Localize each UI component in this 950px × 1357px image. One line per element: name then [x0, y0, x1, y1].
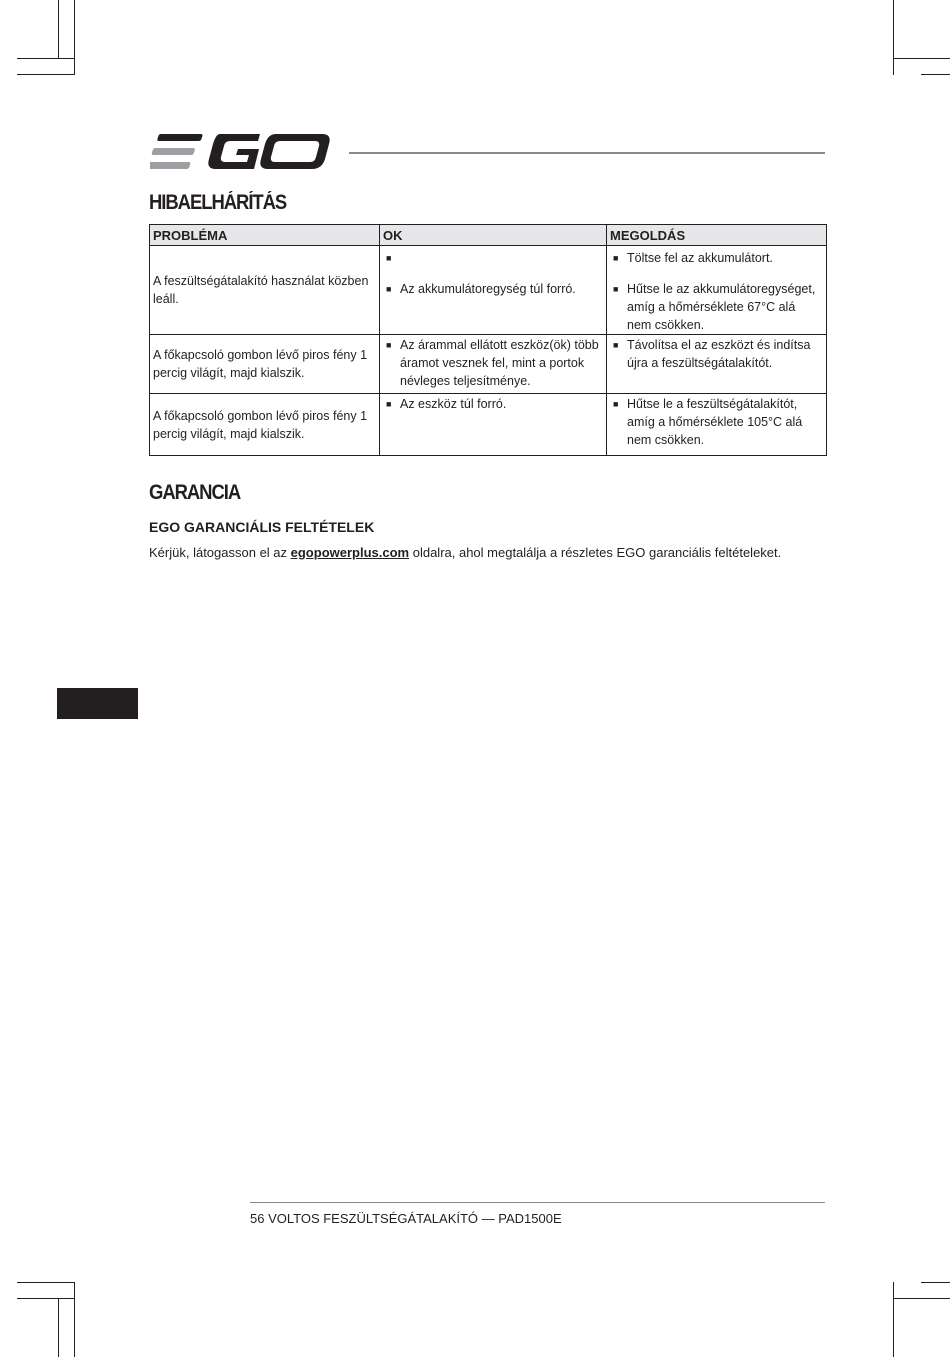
crop-mark-br-v — [893, 1282, 894, 1357]
cause-cell — [380, 335, 607, 394]
cause-item — [383, 249, 603, 267]
table-row — [150, 246, 827, 335]
warranty-heading: GARANCIA — [149, 481, 241, 504]
crop-mark-br-h2 — [921, 1282, 950, 1283]
crop-mark-tl-h — [17, 58, 75, 59]
solution-cell — [607, 335, 827, 394]
header-rule — [349, 152, 825, 154]
warranty-text-after: oldalra, ahol megtalálja a részletes EGO garanciális feltételeket. — [409, 545, 782, 560]
ego-logo — [150, 131, 332, 172]
problem-cell: A főkapcsoló gombon lévő piros fény 1 percig világít, majd kialszik. — [150, 335, 380, 394]
solution-cell — [607, 394, 827, 456]
problem-cell: A főkapcsoló gombon lévő piros fény 1 percig világít, majd kialszik. — [150, 394, 380, 456]
troubleshooting-heading: HIBAELHÁRÍTÁS — [149, 191, 287, 214]
problem-cell: A feszültségátalakító használat közben leáll. — [150, 246, 380, 335]
troubleshooting-table — [149, 224, 827, 456]
crop-mark-tr-v — [893, 0, 894, 75]
crop-mark-bl-v2 — [58, 1298, 59, 1357]
table-row — [150, 394, 827, 456]
cause-item: ■ Az árammal ellátott eszköz(ök) több áramot vesznek fel, mint a portok névleges teljesítménye. — [383, 336, 603, 390]
table-header-row — [150, 225, 827, 246]
crop-mark-tl-h2 — [17, 74, 75, 75]
column-header-solution: MEGOLDÁS — [607, 225, 827, 246]
footer-rule — [250, 1202, 825, 1203]
warranty-text-before: Kérjük, látogasson el az — [149, 545, 291, 560]
solution-item: ■ Hűtse le a feszültségátalakítót, amíg a hőmérséklete 105°C alá nem csökken. — [610, 395, 823, 449]
table-row — [150, 335, 827, 394]
crop-mark-tr-h — [893, 58, 950, 59]
page-footer: 56 VOLTOS FESZÜLTSÉGÁTALAKÍTÓ — PAD1500E — [250, 1211, 562, 1226]
language-tab-marker — [57, 688, 138, 719]
cause-cell — [380, 394, 607, 456]
crop-mark-bl-h2 — [17, 1282, 75, 1283]
crop-mark-bl-v — [74, 1282, 75, 1357]
solution-cell — [607, 246, 827, 335]
column-header-cause: OK — [380, 225, 607, 246]
solution-item: ■ Hűtse le az akkumulátoregységet, amíg a hőmérséklete 67°C alá nem csökken. — [610, 280, 823, 334]
warranty-paragraph — [149, 545, 781, 560]
crop-mark-tl-v2 — [58, 0, 59, 59]
cause-item: ■ Az akkumulátoregység túl forró. — [383, 280, 603, 298]
egopowerplus-link[interactable]: egopowerplus.com — [290, 545, 410, 560]
warranty-subheading: EGO GARANCIÁLIS FELTÉTELEK — [149, 519, 375, 535]
cause-item: ■ Az eszköz túl forró. — [383, 395, 603, 413]
solution-item: ■ Távolítsa el az eszközt és indítsa újra a feszültségátalakítót. — [610, 336, 823, 372]
crop-mark-bl-h — [17, 1298, 75, 1299]
column-header-problem: PROBLÉMA — [150, 225, 380, 246]
crop-mark-tl-v — [74, 0, 75, 75]
crop-mark-br-h — [893, 1298, 950, 1299]
cause-cell — [380, 246, 607, 335]
crop-mark-tr-h2 — [921, 74, 950, 75]
solution-item: ■ Töltse fel az akkumulátort. — [610, 249, 823, 267]
